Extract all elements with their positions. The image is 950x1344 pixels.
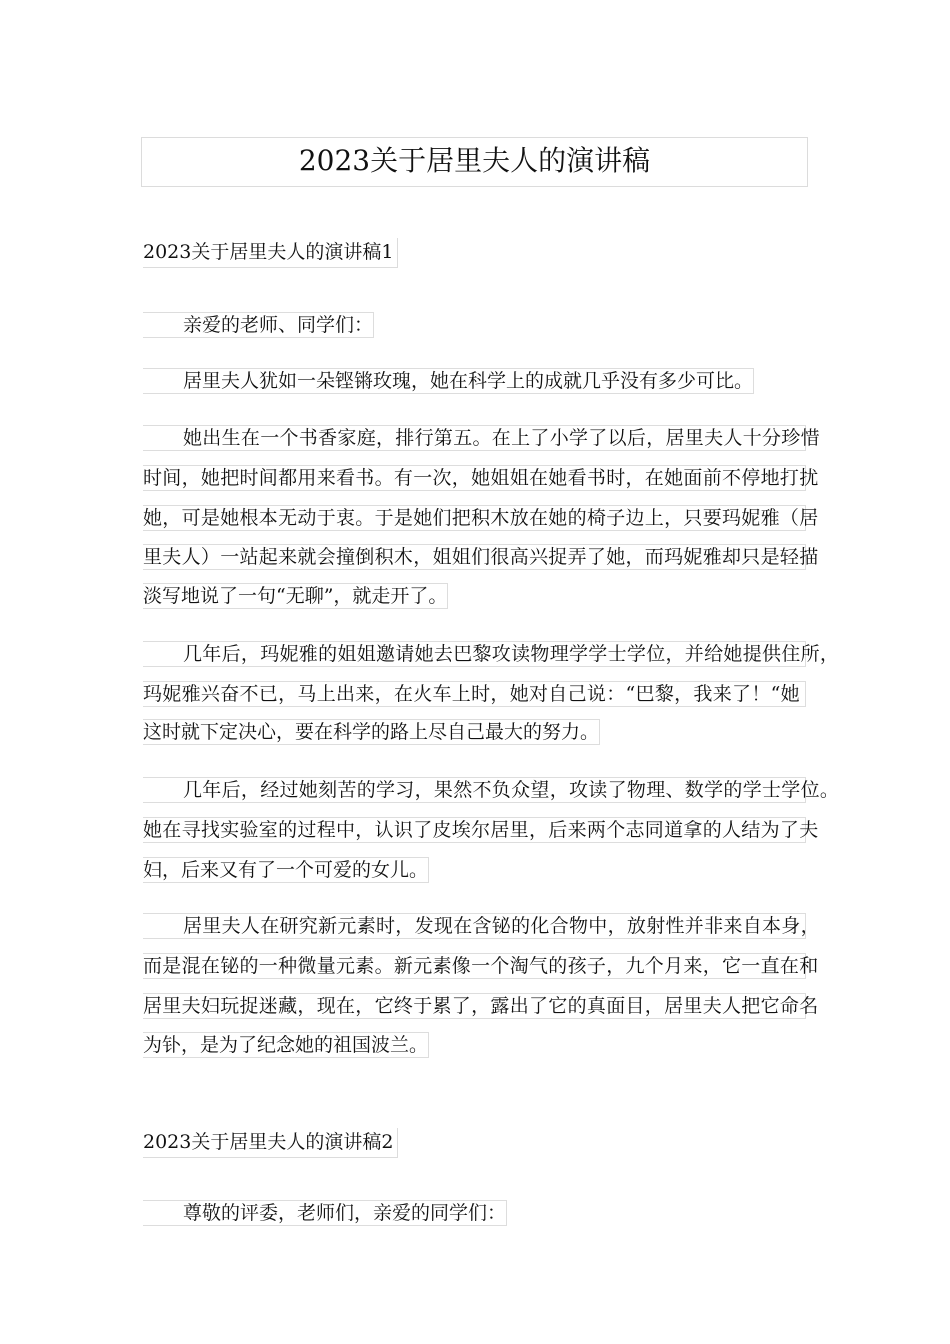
- paragraph-line: 居里夫妇玩捉迷藏，现在，它终于累了，露出了它的真面目，居里夫人把它命名: [143, 995, 819, 1017]
- paragraph-line: 居里夫人在研究新元素时，发现在含铋的化合物中，放射性并非来自本身，: [143, 913, 806, 939]
- paragraph-line: 居里夫人犹如一朵铿锵玫瑰，她在科学上的成就几乎没有多少可比。: [143, 368, 754, 394]
- paragraph-line: 她出生在一个书香家庭，排行第五。在上了小学了以后，居里夫人十分珍惜: [143, 425, 806, 451]
- paragraph-line: 而是混在铋的一种微量元素。新元素像一个淘气的孩子，九个月来，它一直在和: [143, 955, 819, 977]
- paragraph-line: 尊敬的评委，老师们，亲爱的同学们：: [143, 1200, 507, 1226]
- paragraph-line: 她在寻找实验室的过程中，认识了皮埃尔居里，后来两个志同道拿的人结为了夫: [143, 819, 819, 841]
- paragraph-line: 亲爱的老师、同学们：: [143, 312, 374, 338]
- paragraph-line: 妇，后来又有了一个可爱的女儿。: [143, 859, 429, 881]
- paragraph-line: 几年后，玛妮雅的姐姐邀请她去巴黎攻读物理学学士学位，并给她提供住所，: [143, 641, 806, 667]
- paragraph-line: 淡写地说了一句“无聊”，就走开了。: [143, 585, 448, 607]
- paragraph-line: 几年后，经过她刻苦的学习，果然不负众望，攻读了物理、数学的学士学位。: [143, 777, 806, 803]
- paragraph-line: 她，可是她根本无动于衷。于是她们把积木放在她的椅子边上，只要玛妮雅（居: [143, 507, 819, 529]
- paragraph-line: 玛妮雅兴奋不已，马上出来，在火车上时，她对自己说：“巴黎，我来了！“她: [143, 681, 806, 707]
- paragraph-line: 这时就下定决心，要在科学的路上尽自己最大的努力。: [143, 721, 600, 743]
- paragraph-line: 为钋，是为了纪念她的祖国波兰。: [143, 1034, 429, 1056]
- document-title: 2023关于居里夫人的演讲稿: [141, 137, 808, 187]
- section-heading-2: 2023关于居里夫人的演讲稿2: [143, 1128, 398, 1158]
- paragraph-line: 里夫人）一站起来就会撞倒积木，姐姐们很高兴捉弄了她，而玛妮雅却只是轻描: [143, 546, 819, 568]
- paragraph-line: 时间，她把时间都用来看书。有一次，她姐姐在她看书时，在她面前不停地打扰: [143, 467, 819, 489]
- section-heading-1: 2023关于居里夫人的演讲稿1: [143, 238, 398, 268]
